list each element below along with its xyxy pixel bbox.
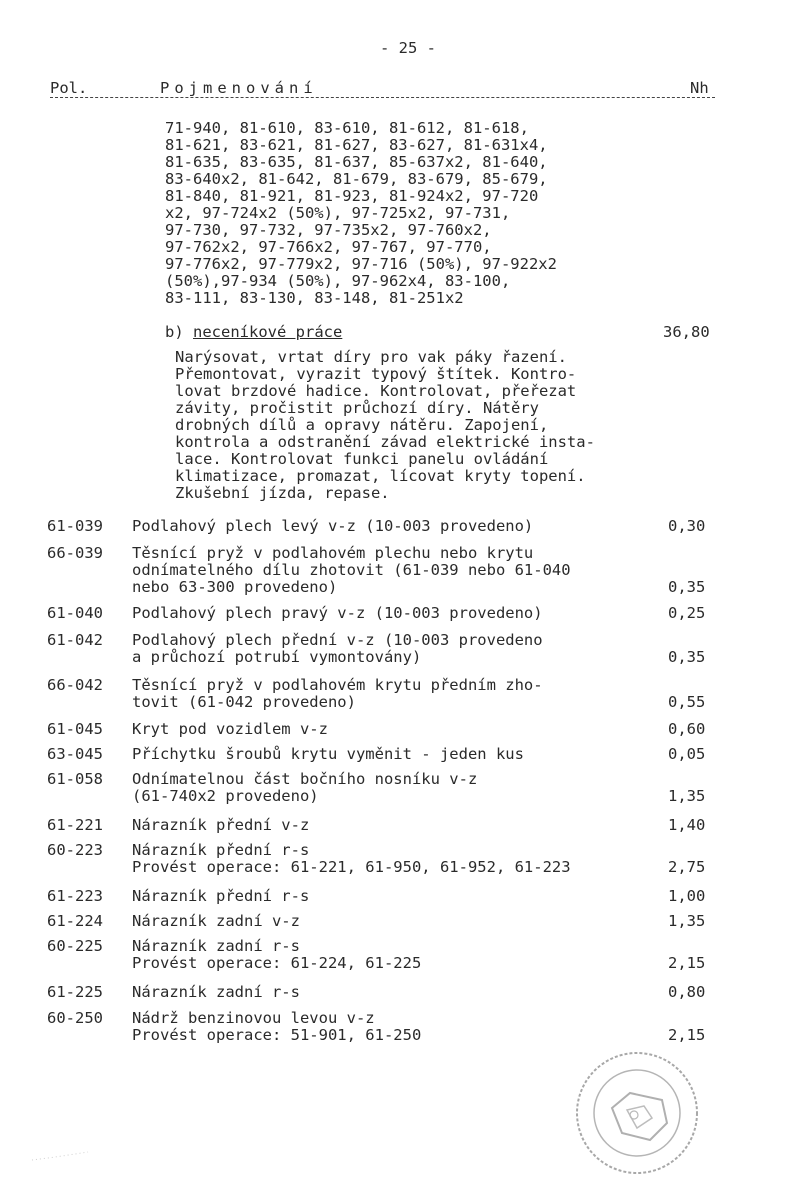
table-row (0, 913, 800, 930)
row-value: 1,35 (668, 787, 706, 805)
row-value: 0,30 (668, 517, 706, 535)
header-pol: Pol. (50, 79, 88, 97)
official-stamp-image (572, 1048, 702, 1178)
subsection-description: Narýsovat, vrtat díry pro vak páky řazení. Přemontovat, vyrazit typový štítek. Kontro- lovat brzdové hadice. Kontrolovat, přeřezat závity, pročistit průchozí díry. Nátěry drobných dílů a opravy nátěru. Zapojení, kontrola a odstranění závad elektrické insta- lace. Kontrolovat funkci panelu ovládání klimatizace, promazat, lícovat kryty topení. Zkušební jízda, repase. (175, 348, 595, 502)
header-nh: Nh (690, 79, 709, 97)
table-row (0, 518, 800, 535)
row-value: 0,55 (668, 693, 706, 711)
row-value: 0,80 (668, 983, 706, 1001)
row-description: Kryt pod vozidlem v-z (132, 720, 328, 738)
row-value: 1,40 (668, 816, 706, 834)
table-row (0, 746, 800, 763)
header-title: Pojmenování (160, 79, 318, 97)
row-code: 61-040 (47, 604, 103, 622)
row-value: 1,35 (668, 912, 706, 930)
table-row (0, 937, 800, 972)
row-code: 60-225 (47, 937, 103, 955)
table-row (0, 544, 800, 596)
table-row (0, 841, 800, 876)
row-code: 61-224 (47, 912, 103, 930)
row-description: Nárazník přední r-s Provést operace: 61-221, 61-950, 61-952, 61-223 (132, 841, 571, 876)
table-row (0, 605, 800, 622)
table-row (0, 770, 800, 805)
row-value: 0,25 (668, 604, 706, 622)
row-value: 0,35 (668, 648, 706, 666)
table-row (0, 631, 800, 666)
row-code: 61-042 (47, 631, 103, 649)
row-description: Nárazník přední v-z (132, 816, 310, 834)
subsection-value: 36,80 (663, 323, 710, 341)
row-value: 0,35 (668, 578, 706, 596)
row-code: 60-223 (47, 841, 103, 859)
row-value: 2,15 (668, 1026, 706, 1044)
table-row (0, 721, 800, 738)
row-code: 61-039 (47, 517, 103, 535)
row-description: Těsnící pryž v podlahovém plechu nebo krytu odnímatelného dílu zhotovit (61-039 nebo 61-040 nebo 63-300 provedeno) (132, 544, 571, 596)
row-code: 61-223 (47, 887, 103, 905)
row-code: 66-039 (47, 544, 103, 562)
header-divider (50, 97, 715, 98)
row-code: 61-058 (47, 770, 103, 788)
row-value: 2,15 (668, 954, 706, 972)
row-description: Příchytku šroubů krytu vyměnit - jeden kus (132, 745, 524, 763)
row-description: Těsnící pryž v podlahovém krytu předním zho- tovit (61-042 provedeno) (132, 676, 543, 711)
row-description: Podlahový plech pravý v-z (10-003 provedeno) (132, 604, 543, 622)
table-row (0, 1009, 800, 1044)
subsection-heading (165, 324, 342, 341)
row-value: 2,75 (668, 858, 706, 876)
row-code: 66-042 (47, 676, 103, 694)
row-description: Nárazník zadní r-s (132, 983, 300, 1001)
row-value: 0,60 (668, 720, 706, 738)
table-row (0, 888, 800, 905)
row-code: 63-045 (47, 745, 103, 763)
row-value: 0,05 (668, 745, 706, 763)
operation-code-list: 71-940, 81-610, 83-610, 81-612, 81-618, 81-621, 83-621, 81-627, 83-627, 81-631x4, 81-635, 83-635, 81-637, 85-637x2, 81-640, 83-640x2, 81-642, 81-679, 83-679, 85-679, 81-840, 81-921, 81-923, 81-924x2, 97-720 x2, 97-724x2 (50%), 97-725x2, 97-731, 97-730, 97-732, 97-735x2, 97-760x2, 97-762x2, 97-766x2, 97-767, 97-770, 97-776x2, 97-779x2, 97-716 (50%), 97-922x2 (50%),97-934 (50%), 97-962x4, 83-100, 83-111, 83-130, 83-148, 81-251x2 (165, 119, 557, 307)
row-description: Podlahový plech levý v-z (10-003 provedeno) (132, 517, 534, 535)
row-value: 1,00 (668, 887, 706, 905)
table-row (0, 817, 800, 834)
row-description: Nárazník přední r-s (132, 887, 310, 905)
table-row (0, 676, 800, 711)
row-description: Nádrž benzinovou levou v-z Provést operace: 51-901, 61-250 (132, 1009, 422, 1044)
row-code: 61-225 (47, 983, 103, 1001)
row-description: Nárazník zadní v-z (132, 912, 300, 930)
row-code: 61-045 (47, 720, 103, 738)
row-description: Podlahový plech přední v-z (10-003 provedeno a průchozí potrubí vymontovány) (132, 631, 543, 666)
subsection-label: neceníkové práce (193, 323, 343, 341)
page-number: - 25 - (380, 39, 436, 57)
row-code: 60-250 (47, 1009, 103, 1027)
scan-speckle-image (30, 1150, 90, 1162)
subsection-prefix: b) (165, 323, 193, 341)
row-description: Nárazník zadní r-s Provést operace: 61-224, 61-225 (132, 937, 422, 972)
row-description: Odnímatelnou část bočního nosníku v-z (61-740x2 provedeno) (132, 770, 478, 805)
row-code: 61-221 (47, 816, 103, 834)
table-row (0, 984, 800, 1001)
